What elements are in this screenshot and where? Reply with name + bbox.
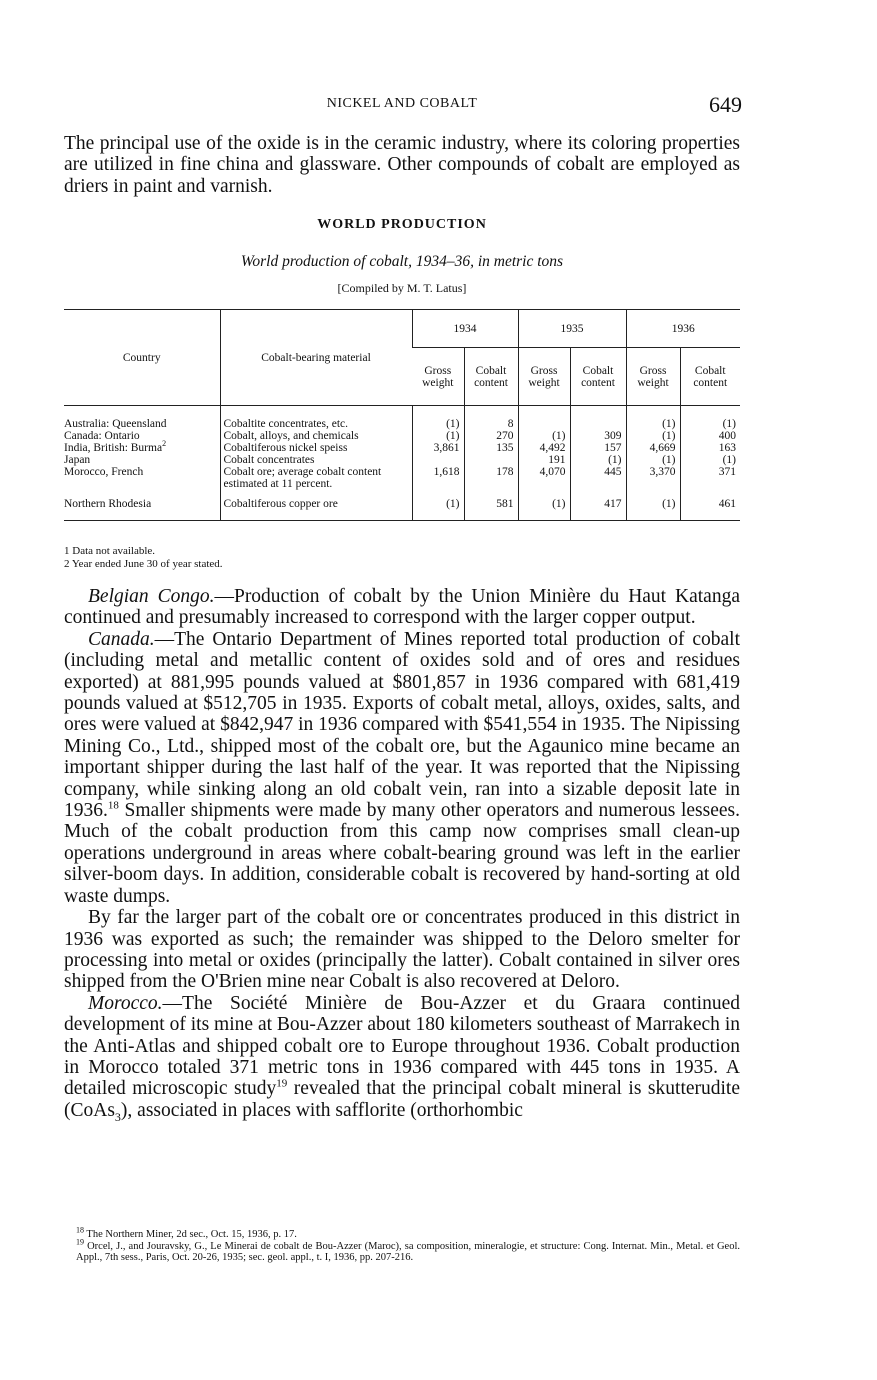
section-heading: WORLD PRODUCTION [317, 217, 487, 232]
paragraph-body: Smaller shipments were made by many other operators and numerous lessees. Much of the cobalt production from this camp now comprises small clean-up operations underground in areas where cobalt-bearing ground was left in the earlier silver-boom days. In addition, considerable cobalt is recovered by hand-sorting at old waste dumps. [64, 800, 740, 907]
column-header-material: Cobalt-bearing material [220, 310, 412, 406]
value-cell: (1) [626, 406, 680, 431]
running-title: NICKEL AND COBALT [326, 96, 478, 111]
value-cell: (1) [518, 430, 570, 442]
column-header-cobalt: Cobalt content [570, 348, 626, 406]
value-cell: (1) [518, 490, 570, 521]
paragraph-body: —Production of cobalt by the Union Minière du Haut Katanga continued and presumably increased to correspond with the larger copper output. [64, 586, 740, 629]
body-text [64, 586, 740, 1124]
value-cell: (1) [570, 454, 626, 466]
value-cell: 135 [464, 442, 518, 454]
footnote-ref: 19 [276, 1077, 288, 1090]
value-cell: 191 [518, 454, 570, 466]
value-cell: (1) [412, 430, 464, 442]
material-cell: Cobalt ore; average cobalt content estimated at 11 percent. [220, 466, 412, 490]
column-header-year: 1935 [518, 310, 626, 348]
value-cell: 157 [570, 442, 626, 454]
value-cell [518, 406, 570, 431]
running-header [64, 92, 740, 122]
footnote [64, 1225, 740, 1241]
value-cell [570, 406, 626, 431]
table-footnote: 1 Data not available. [64, 545, 156, 557]
country-cell: Canada: Ontario [64, 430, 140, 442]
table-row [64, 406, 740, 431]
country-label: India, British: Burma [64, 442, 163, 454]
table-row [64, 490, 740, 521]
paragraph-label: Belgian Congo. [88, 586, 215, 607]
footnote-ref: 2 [162, 439, 167, 449]
country-cell: Japan [64, 454, 91, 466]
table-title: World production of cobalt, 1934–36, in metric tons [240, 253, 564, 270]
value-cell: 4,070 [518, 466, 570, 490]
page-number: 649 [709, 92, 742, 117]
value-cell: (1) [626, 454, 680, 466]
paragraph-body: —The Société Minière de Bou-Azzer et du Graara continued development of its mine at Bou-Azzer about 180 kilometers southeast of Marrakech in the Anti-Atlas and shipped cobalt ore to Europe throughout 1936. Cobalt production in Morocco totaled 371 metric tons in 1936 compared with 445 tons in 1935. A detailed microscopic study [64, 992, 740, 1100]
table-row [64, 454, 740, 466]
paragraph-body: revealed that the principal cobalt mineral is skutterudite (CoAs [64, 1078, 740, 1121]
material-cell: Cobaltiferous nickel speiss [220, 442, 412, 454]
value-cell: 445 [570, 466, 626, 490]
paragraph-label: Canada. [88, 628, 155, 650]
paragraph-body: —The Ontario Department of Mines reported total production of cobalt (including metal and metallic content of oxides sold and of ores and residues exported) at 881,995 pounds valued at $801,857 in 1936 compared with 681,419 pounds valued at $512,705 in 1935. Exports of cobalt metal, alloys, oxides, salts, and ores were valued at $842,947 in 1936 compared with $541,554 in 1935. The Nipissing Mining Co., Ltd., shipped most of the cobalt ore, but the Agaunico mine became an important shipper during the last half of the year. It was reported that the Nipissing company, while sinking along an old cobalt vein, ran into a sizable deposit late in 1936. [64, 628, 740, 822]
value-cell: 3,370 [626, 466, 680, 490]
value-cell: 8 [464, 406, 518, 431]
paragraph-body: ), associated in places with safflorite (orthorhombic [120, 1099, 523, 1121]
footnote-text: The Northern Miner, 2d sec., Oct. 15, 1936, p. 17. [84, 1229, 297, 1240]
paragraph-belgian-congo [64, 586, 740, 629]
column-header-year: 1936 [626, 310, 740, 348]
intro-paragraph: The principal use of the oxide is in the ceramic industry, where its coloring properties are utilized in fine china and glassware. Other compounds of cobalt are employed as driers in paint and varnish. [64, 133, 740, 197]
value-cell: 400 [680, 430, 740, 442]
material-cell: Cobalt concentrates [220, 454, 412, 466]
footnote-number: 18 [76, 1225, 84, 1235]
value-cell: 371 [680, 466, 740, 490]
table-footnotes [64, 545, 223, 571]
footnote-text: Orcel, J., and Jouravsky, G., Le Minerai de cobalt de Bou-Azzer (Maroc), sa composition, mineralogie, et structure: Cong. Internat. Min., Metal. et Geol. Appl., 7th sess., Paris, Oct. 20-26, 1935; sec. geol. appl., t. I, 1936, pp. 207-216. [76, 1240, 740, 1263]
table-footnote: 2 Year ended June 30 of year stated. [64, 558, 223, 570]
paragraph-larger-part: By far the larger part of the cobalt ore or concentrates produced in this district in 1936 was exported as such; the remainder was shipped to the Deloro smelter for processing into metal or oxides (principally the latter). Cobalt contained in silver ores shipped from the O'Brien mine near Cobalt is also recovered at Deloro. [64, 907, 740, 993]
value-cell: 4,669 [626, 442, 680, 454]
footnote [64, 1237, 740, 1264]
column-header-country: Country [64, 310, 220, 406]
production-table [64, 309, 740, 521]
value-cell: (1) [626, 430, 680, 442]
column-header-gross: Gross weight [626, 348, 680, 406]
column-header-year: 1934 [412, 310, 518, 348]
country-cell: Australia: Queensland [64, 418, 167, 430]
footnote-ref: 18 [107, 799, 119, 812]
page-footnotes [64, 1225, 740, 1264]
value-cell: (1) [412, 490, 464, 521]
value-cell: 417 [570, 490, 626, 521]
country-cell: Morocco, French [64, 466, 144, 478]
table-row [64, 442, 740, 454]
footnote-number: 19 [76, 1237, 84, 1246]
value-cell: 270 [464, 430, 518, 442]
value-cell: 163 [680, 442, 740, 454]
value-cell: (1) [626, 490, 680, 521]
value-cell: (1) [412, 406, 464, 431]
material-cell: Cobaltiferous copper ore [220, 490, 412, 521]
table-row [64, 466, 740, 490]
value-cell: 1,618 [412, 466, 464, 490]
value-cell: 309 [570, 430, 626, 442]
country-cell [64, 439, 220, 454]
column-header-gross: Gross weight [412, 348, 464, 406]
value-cell: (1) [680, 454, 740, 466]
chemical-subscript: 3 [114, 1109, 121, 1124]
value-cell [412, 454, 464, 466]
value-cell: (1) [680, 406, 740, 431]
column-header-cobalt: Cobalt content [680, 348, 740, 406]
value-cell: 4,492 [518, 442, 570, 454]
material-cell: Cobalt, alloys, and chemicals [220, 430, 412, 442]
country-cell: Northern Rhodesia [64, 490, 220, 521]
paragraph-canada [64, 629, 740, 907]
value-cell [464, 454, 518, 466]
value-cell: 3,861 [412, 442, 464, 454]
value-cell: 461 [680, 490, 740, 521]
material-cell: Cobaltite concentrates, etc. [220, 406, 412, 431]
value-cell: 581 [464, 490, 518, 521]
value-cell: 178 [464, 466, 518, 490]
paragraph-label: Morocco. [88, 992, 163, 1014]
column-header-gross: Gross weight [518, 348, 570, 406]
paragraph-morocco [64, 992, 740, 1124]
column-header-cobalt: Cobalt content [464, 348, 518, 406]
table-subtitle: [Compiled by M. T. Latus] [337, 281, 467, 295]
